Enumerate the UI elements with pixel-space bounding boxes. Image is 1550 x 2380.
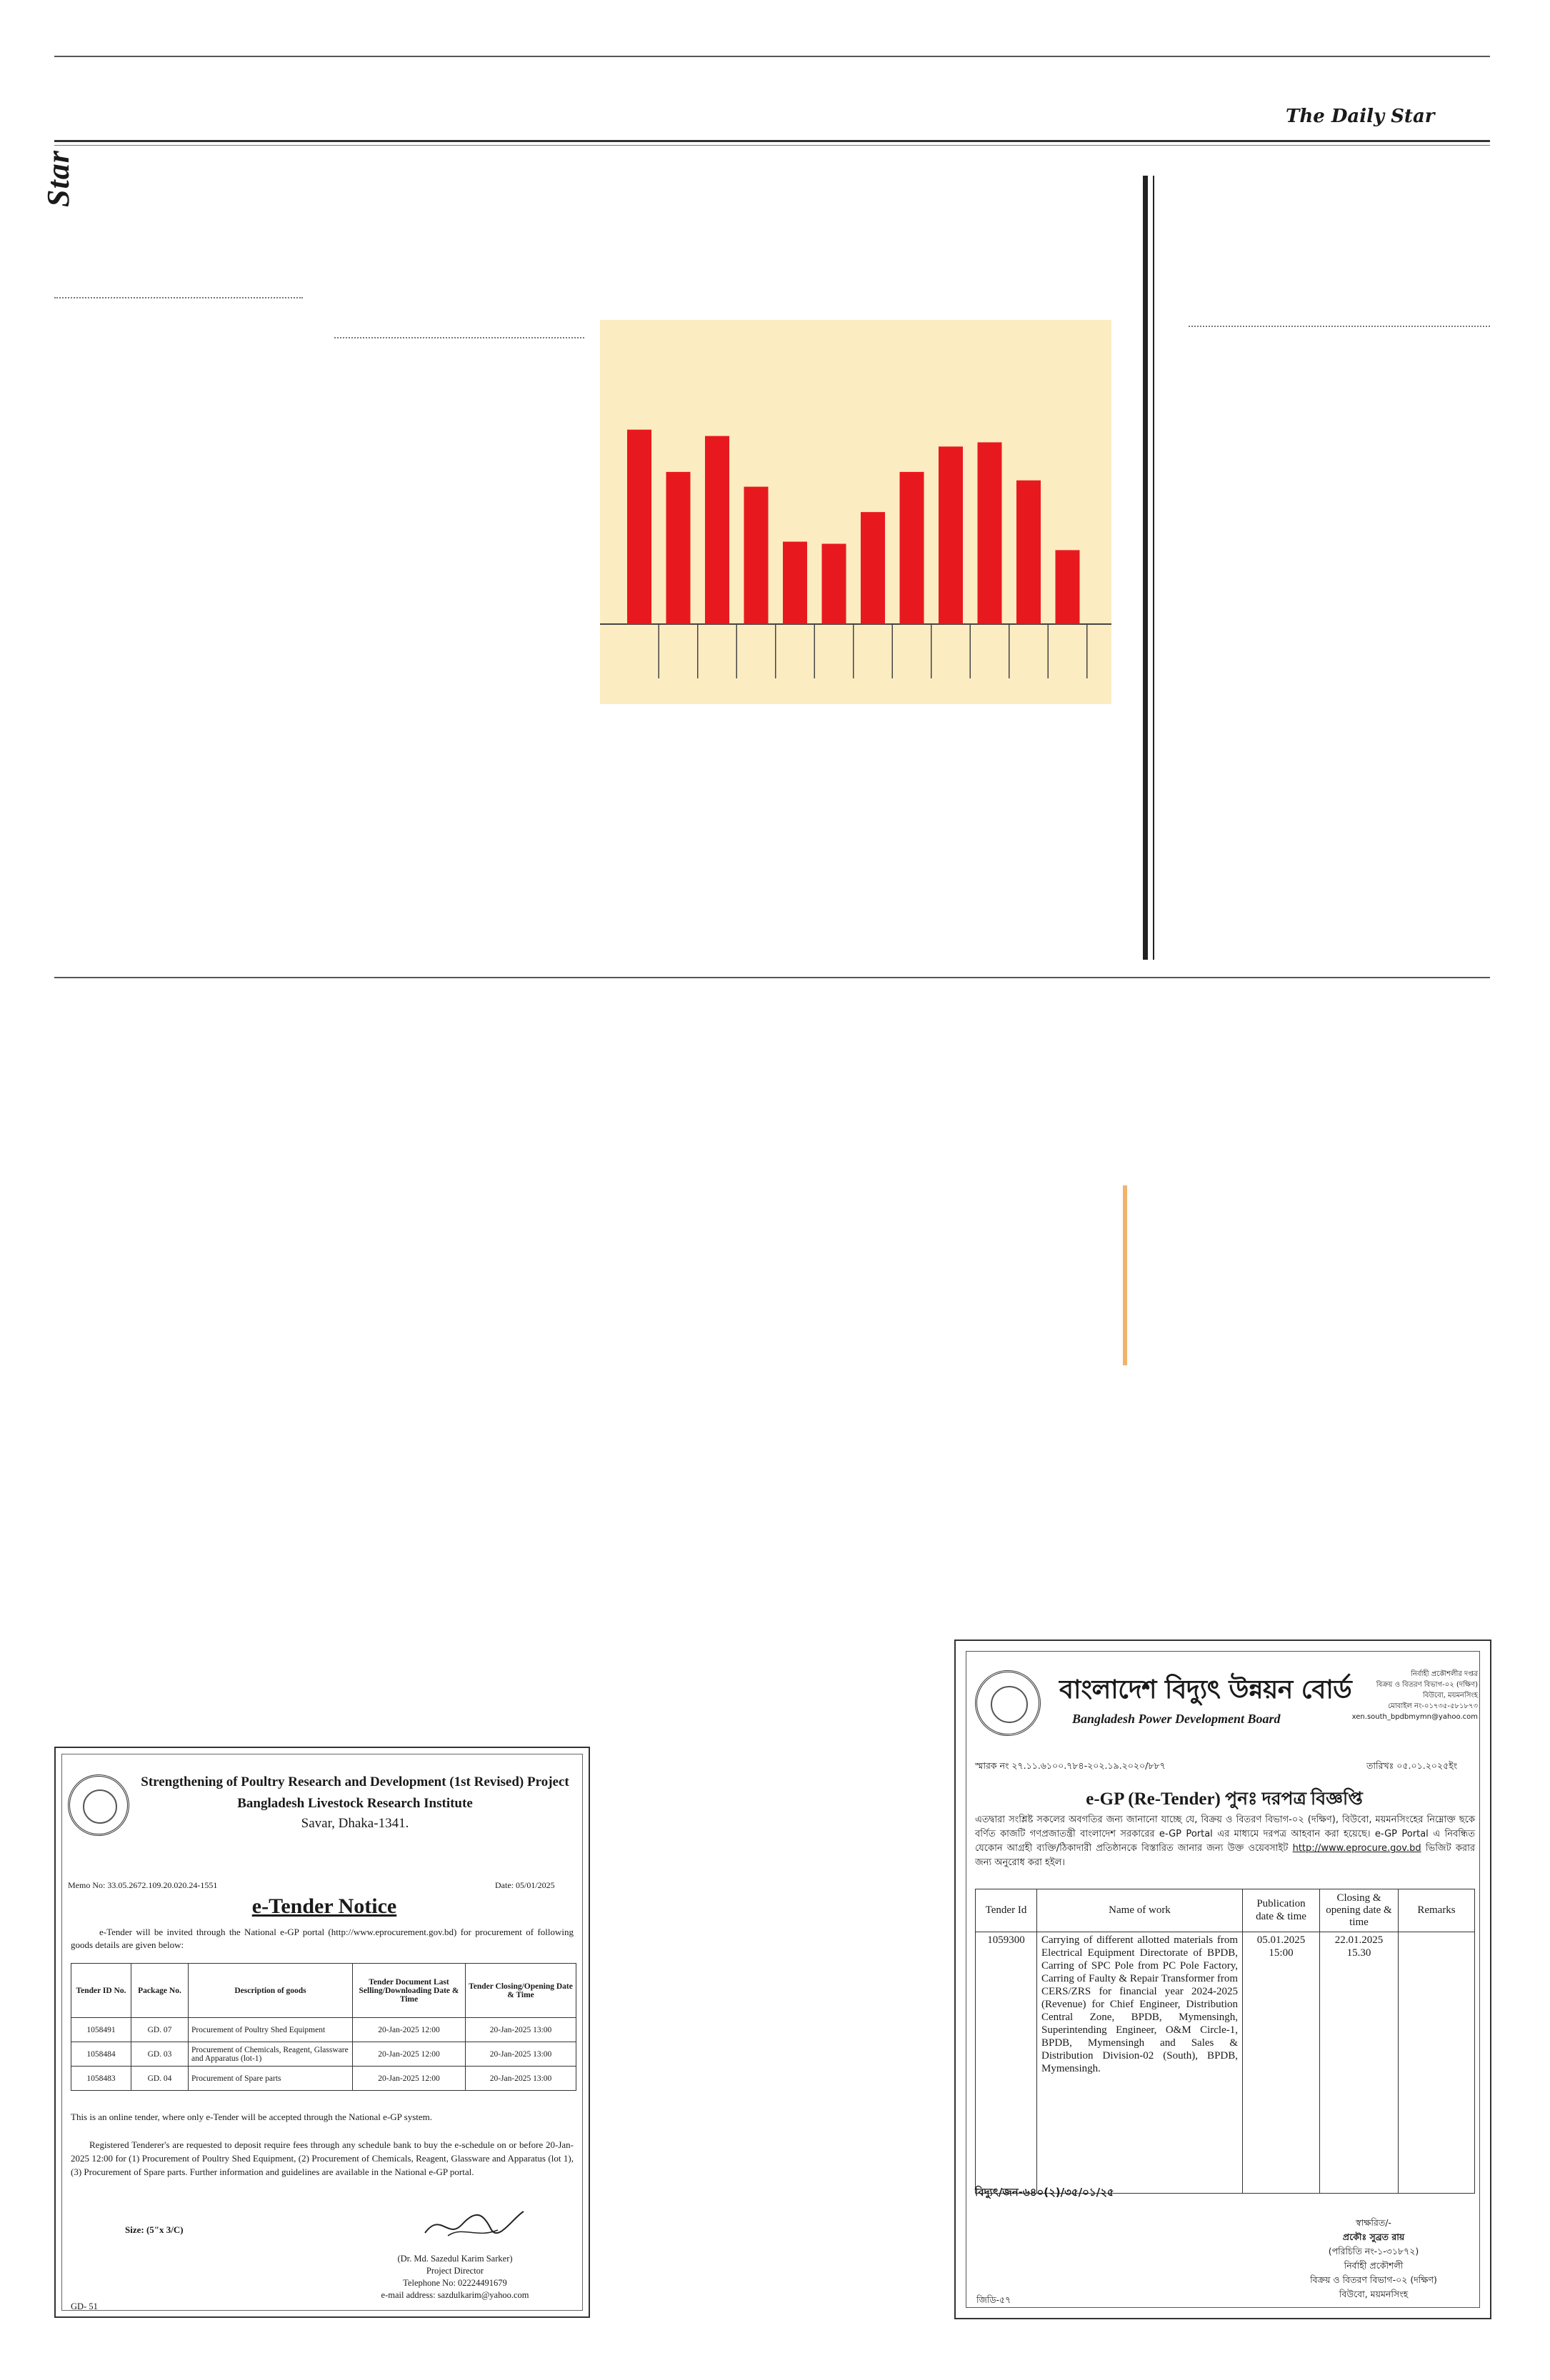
poultry-memo: Memo No: 33.05.2672.109.20.020.24-1551 — [68, 1880, 218, 1890]
poultry-ad-size: Size: (5"x 3/C) — [125, 2224, 184, 2235]
table-cell: GD. 04 — [131, 2067, 189, 2091]
bpdb-office-block — [1314, 1669, 1478, 1722]
poultry-date: Date: 05/01/2025 — [495, 1880, 555, 1890]
signature-icon — [419, 2204, 526, 2244]
chart-bar — [861, 512, 885, 624]
poultry-signer-block — [334, 2253, 576, 2301]
chart-bar — [783, 542, 807, 624]
bpdb-signer-block — [1266, 2216, 1481, 2301]
poultry-tender-ad — [54, 1747, 590, 2318]
signer-line: নির্বাহী প্রকৌশলী — [1344, 2260, 1404, 2271]
office-line: বিউবো, ময়মনসিংহ — [1422, 1692, 1478, 1699]
star-logo-text: Star — [41, 150, 76, 207]
section-divider — [54, 977, 1490, 978]
table-cell: 1058491 — [71, 2018, 131, 2042]
bpdb-reference: স্মারক নং ২৭.১১.৬১০০.৭৮৪-২০২.১৯.২০২০/৮৮৭ — [975, 1760, 1166, 1771]
signer-line: বিউবো, ময়মনসিংহ — [1339, 2289, 1409, 2299]
signer-email: e-mail address: sazdulkarim@yahoo.com — [381, 2289, 529, 2300]
masthead-bottom-rule-thin — [54, 145, 1490, 146]
table-cell: 1058483 — [71, 2067, 131, 2091]
table-header: Tender Document Last Selling/Downloading Date & Time — [353, 1964, 466, 2018]
chart-bar — [822, 544, 846, 624]
table-cell: 1058484 — [71, 2042, 131, 2067]
poultry-project-title: Strengthening of Poultry Research and Development (1st Revised) Project — [141, 1774, 569, 1789]
table-cell: Procurement of Chemicals, Reagent, Glassware and Apparatus (lot-1) — [189, 2042, 353, 2067]
bpdb-heading: e-GP (Re-Tender) পুনঃ দরপত্র বিজ্ঞপ্তি — [1086, 1789, 1363, 1809]
table-cell: Carrying of different allotted materials from Electrical Equipment Directorate of BPDB, Carring of SPC Pole from PC Pole Factory, Carring of Faulty & Repair Transformer from CERS/ZRS for financial year 2024-2025 (Revenue) for Chief Engineer, Distribution Central Zone, BPDB, Mymensingh, Superintending Engineer, O&M Circle-1, BPDB, Mymensingh and Sales & Distribution Division-02 (South), BPDB, Mymensingh. — [1037, 1932, 1243, 2194]
bpdb-date: তারিখঃ ০৫.০১.২০২৫ইং — [1366, 1760, 1458, 1771]
table-header: Tender Closing/Opening Date & Time — [466, 1964, 576, 2018]
chart-bar — [978, 442, 1002, 624]
table-header: Package No. — [131, 1964, 189, 2018]
poultry-ad-frame — [61, 1754, 583, 2311]
table-header-row — [976, 1889, 1475, 1932]
masthead-bottom-rule — [54, 140, 1490, 142]
bpdb-logo-icon — [975, 1670, 1041, 1736]
table-cell: 20-Jan-2025 13:00 — [466, 2042, 576, 2067]
poultry-registration-note: Registered Tenderer's are requested to deposit require fees through any schedule bank to buy the e-schedule on or before 20-Jan-2025 12:00 for (1) Procurement of Poultry Shed Equipment, (2) Procurement of Chemicals, Reagent, Glassware and Apparatus (lot 1), (3) Procurement of Spare parts. Further information and guidelines are available in the National e-GP portal. — [71, 2139, 574, 2177]
accent-bar — [1123, 1185, 1127, 1365]
chart-bar — [939, 446, 963, 624]
column-divider-middle — [334, 337, 584, 338]
blri-logo-icon — [68, 1774, 129, 1836]
bpdb-name-bangla: বাংলাদেশ বিদ্যুৎ উন্নয়ন বোর্ড — [1059, 1675, 1352, 1704]
table-row — [71, 2018, 576, 2042]
table-header: Tender Id — [976, 1889, 1037, 1932]
bpdb-body-end: ভিজিট করার জন্য অনুরোধ করা হইল। — [975, 1843, 1476, 1869]
table-cell: 20-Jan-2025 12:00 — [353, 2042, 466, 2067]
signer-line: প্রকৌঃ সুব্রত রায় — [1342, 2231, 1405, 2242]
signer-line: বিক্রয় ও বিতরণ বিভাগ-০২ (দক্ষিণ) — [1310, 2274, 1437, 2285]
signer-title: Project Director — [426, 2265, 484, 2276]
column-divider-left — [54, 297, 303, 298]
table-header: Remarks — [1399, 1889, 1475, 1932]
chart-bar — [666, 472, 691, 624]
bpdb-ad-frame — [966, 1651, 1480, 2308]
signer-phone: Telephone No: 02224491679 — [403, 2277, 507, 2288]
poultry-tender-table — [71, 1963, 576, 2091]
signer-line: (পরিচিতি নং-১-৩১৮৭২) — [1328, 2246, 1419, 2256]
bpdb-body — [975, 1813, 1475, 1871]
chart-bar — [1056, 550, 1080, 624]
bpdb-body-text: এতদ্বারা সংশ্লিষ্ট সকলের অবগতির জন্য জানানো যাচ্ছে যে, বিক্রয় ও বিতরণ বিভাগ-০২ (দক্ষিণ), বিউবো, ময়মনসিংহের নিম্নোক্ত ছকে বর্ণিত কাজটি গণপ্রজাতন্ত্রী বাংলাদেশ সরকারের e-GP Portal এর মাধ্যমে দরপত্র আহবান করা হয়েছে। e-GP Portal এ নিবন্ধিত যেকোন আগ্রহী ব্যক্তি/ঠিকাদারী প্রতিষ্ঠানকে বিস্তারিত জানার জন্য উক্ত ওয়েবসাইট — [975, 1814, 1475, 1854]
chart-bar — [744, 487, 769, 624]
office-line: xen.south_bpdbmymn@yahoo.com — [1351, 1713, 1478, 1721]
bpdb-tender-table — [975, 1889, 1475, 2194]
table-cell: GD. 03 — [131, 2042, 189, 2067]
table-cell: Procurement of Spare parts — [189, 2067, 353, 2091]
chart-bar — [705, 436, 729, 624]
office-line: নির্বাহী প্রকৌশলীর দপ্তর — [1411, 1670, 1478, 1678]
table-cell: 20-Jan-2025 12:00 — [353, 2018, 466, 2042]
bpdb-gd-code: জিডি-৫৭ — [976, 2294, 1011, 2305]
poultry-institute: Bangladesh Livestock Research Institute — [237, 1796, 473, 1811]
chart-bar — [1016, 481, 1041, 624]
chart-bar — [627, 430, 651, 624]
table-header: Description of goods — [189, 1964, 353, 2018]
poultry-address: Savar, Dhaka-1341. — [301, 1816, 409, 1831]
bpdb-tender-ad — [954, 1640, 1491, 2319]
table-header: Publication date & time — [1243, 1889, 1320, 1932]
chart-bar — [900, 472, 924, 624]
table-cell: Procurement of Poultry Shed Equipment — [189, 2018, 353, 2042]
bpdb-url-link[interactable]: http://www.eprocure.gov.bd — [1292, 1843, 1421, 1854]
star-logo — [40, 136, 83, 207]
table-row — [976, 1932, 1475, 2194]
column-divider-right — [1189, 326, 1490, 327]
poultry-heading: e-Tender Notice — [251, 1894, 397, 1918]
table-cell: 20-Jan-2025 12:00 — [353, 2067, 466, 2091]
table-header: Closing & opening date & time — [1320, 1889, 1399, 1932]
table-row — [71, 2067, 576, 2091]
table-cell — [1399, 1932, 1475, 2194]
bpdb-memo: বিদ্যুৎ/জন-৬৪০(২)/৩৫/০১/২৫ — [975, 2186, 1114, 2199]
table-cell: 05.01.2025 15:00 — [1243, 1932, 1320, 2194]
column-rule-thick — [1143, 176, 1148, 960]
masthead-top-rule — [54, 56, 1490, 57]
table-cell: 22.01.2025 15.30 — [1320, 1932, 1399, 2194]
table-cell: 20-Jan-2025 13:00 — [466, 2067, 576, 2091]
table-header: Tender ID No. — [71, 1964, 131, 2018]
poultry-online-note: This is an online tender, where only e-Tender will be accepted through the National e-GP system. — [71, 2112, 433, 2122]
signer-name: (Dr. Md. Sazedul Karim Sarker) — [397, 2254, 513, 2264]
table-header-row — [71, 1964, 576, 2018]
poultry-gd-code: GD- 51 — [71, 2301, 98, 2311]
table-row — [71, 2042, 576, 2067]
table-header: Name of work — [1037, 1889, 1243, 1932]
table-cell: GD. 07 — [131, 2018, 189, 2042]
table-cell: 1059300 — [976, 1932, 1037, 2194]
office-line: বিক্রয় ও বিতরণ বিভাগ-০২ (দক্ষিণ) — [1376, 1681, 1478, 1689]
bpdb-name-english: Bangladesh Power Development Board — [1072, 1712, 1281, 1726]
bar-chart-svg — [600, 320, 1111, 704]
column-rule-thin — [1153, 176, 1154, 960]
table-cell: 20-Jan-2025 13:00 — [466, 2018, 576, 2042]
poultry-intro: e-Tender will be invited through the National e-GP portal (http://www.eprocurement.gov.bd) for procurement of following goods details are given below: — [71, 1927, 574, 1950]
bar-chart — [600, 320, 1111, 704]
paper-name: The Daily Star — [1286, 106, 1435, 127]
office-line: মোবাইল নং-০১৭৩৫-৫৮১৮৭৩ — [1388, 1702, 1478, 1710]
signer-line: স্বাক্ষরিত/- — [1356, 2217, 1391, 2228]
